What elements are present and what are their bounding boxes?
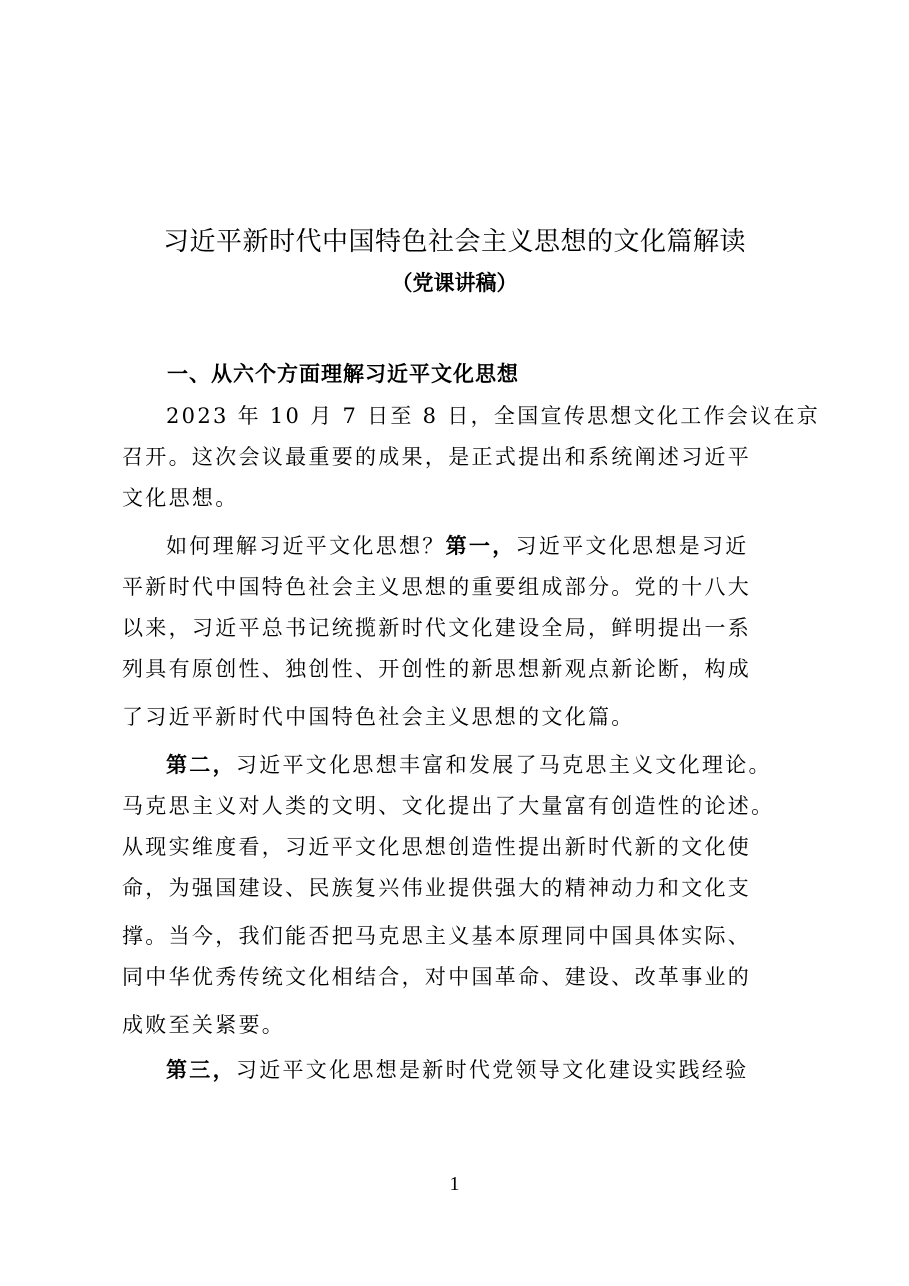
emphasis-first: 第一， [445,534,516,558]
paragraph-4-line-1-rest: 习近平文化思想是新时代党领导文化建设实践经验 [235,1058,749,1082]
paragraph-2-line-5: 了习近平新时代中国特色社会主义思想的文化篇。 [122,705,635,729]
emphasis-third: 第三， [166,1058,236,1082]
section-heading-1: 一、从六个方面理解习近平文化思想 [167,362,519,386]
paragraph-3-line-5: 撑。当今，我们能否把马克思主义基本原理同中国具体实际、 [122,924,752,948]
paragraph-3-line-7: 成败至关紧要。 [122,1013,286,1037]
paragraph-2-line-2: 平新时代中国特色社会主义思想的重要组成部分。党的十八大 [122,575,752,599]
paragraph-3-line-4: 命，为强国建设、民族复兴伟业提供强大的精神动力和文化支 [122,876,752,900]
document-title: 习近平新时代中国特色社会主义思想的文化篇解读 [162,227,746,257]
paragraph-2-line-3: 以来，习近平总书记统揽新时代文化建设全局，鲜明提出一系 [122,616,752,640]
paragraph-3-line-6: 同中华优秀传统文化相结合，对中国革命、建设、改革事业的 [122,965,752,989]
paragraph-4-line-1 [166,1050,749,1090]
paragraph-3-line-1 [166,745,772,785]
paragraph-2-line-1-rest: 习近平文化思想是习近 [515,534,749,558]
paragraph-3-line-3: 从现实维度看，习近平文化思想创造性提出新时代新的文化使 [122,835,752,859]
paragraph-2-line-4: 列具有原创性、独创性、开创性的新思想新观点新论断，构成 [122,657,752,681]
document-subtitle: （党课讲稿） [391,271,518,295]
page-number: 1 [449,1173,460,1195]
emphasis-second: 第二， [166,753,236,777]
paragraph-2-lead-text: 如何理解习近平文化思想？ [166,534,446,558]
paragraph-1-line-1: 2023 年 10 月 7 日至 8 日，全国宣传思想文化工作会议在京 [166,404,821,428]
paragraph-1-line-2: 召开。这次会议最重要的成果，是正式提出和系统阐述习近平 [122,445,752,469]
paragraph-3-line-2: 马克思主义对人类的文明、文化提出了大量富有创造性的论述。 [122,794,775,818]
paragraph-3-line-1-rest: 习近平文化思想丰富和发展了马克思主义文化理论。 [235,753,772,777]
paragraph-2-line-1 [166,526,749,566]
paragraph-1-line-3: 文化思想。 [122,486,239,510]
